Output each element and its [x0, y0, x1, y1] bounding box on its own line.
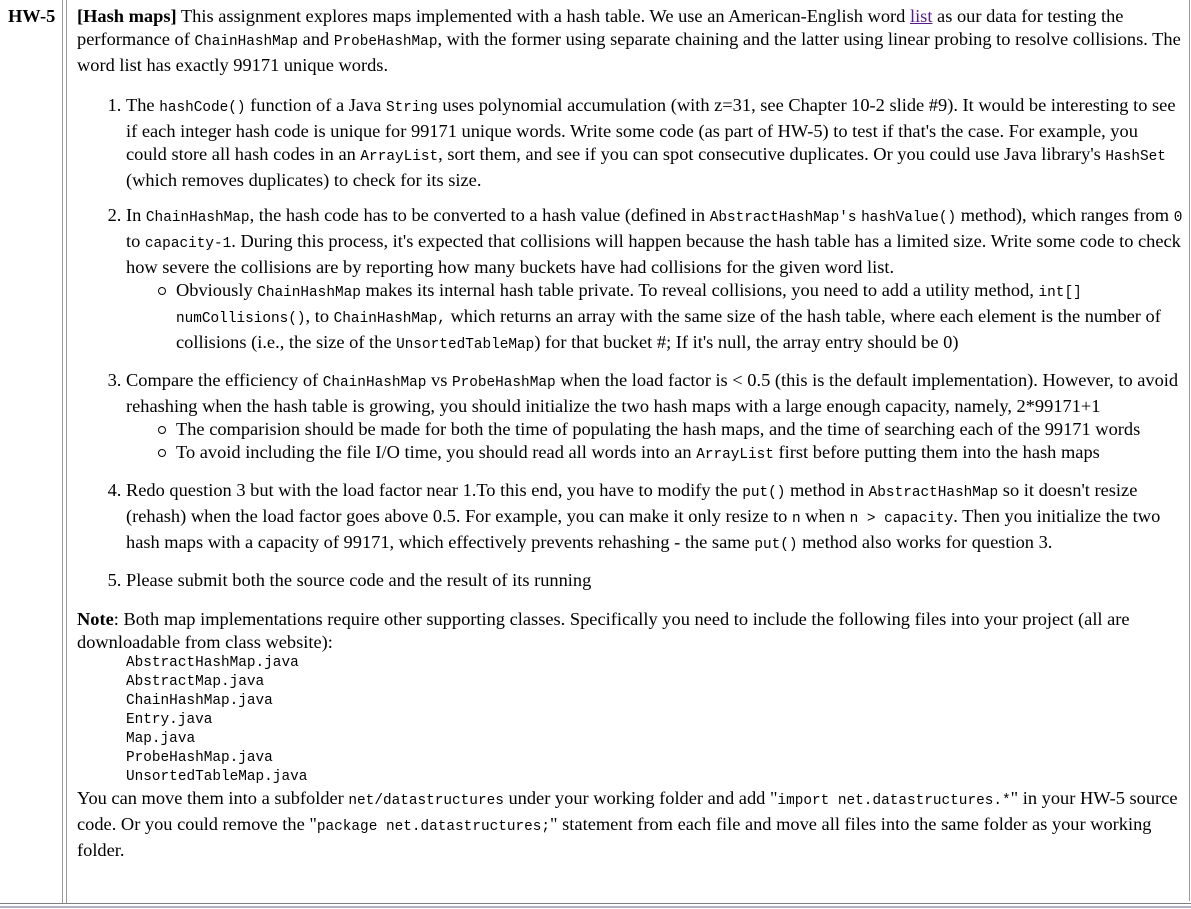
table-bottom-border [0, 903, 1191, 904]
intro-text: , with the former using separate chaining and the latter using linear probing to resolve collisions. The word list has exactly 99171 unique words. [77, 29, 1181, 75]
hw-label: HW-5 [8, 6, 56, 26]
file-item: Map.java [126, 731, 196, 747]
code-text: ChainHashMap [194, 34, 299, 50]
table-bottom-border-shadow [0, 906, 1191, 908]
intro-paragraph [77, 5, 1183, 77]
question-5: 5. Please submit both the source code and the result of its running [126, 569, 1183, 592]
word-list-link[interactable]: list [909, 6, 933, 26]
question-1: 1. The hashCode() function of a Java String uses polynomial accumulation (with z=31, see Chapter 10-2 slide #9). It would be interesting to see if each integer hash code is unique for 99171 unique words. Write some code (as part of HW-5) to test if that's the case. For example, you could store all hash codes in an ArrayList, sort them, and see if you can spot consecutive duplicates. Or you could use Java library's HashSet (which removes duplicates) to check for its size. [126, 94, 1183, 192]
code-text: ProbeHashMap [333, 34, 438, 50]
note-text: : Both map implementations require other supporting classes. Specifically you need to include the following files into your project (all are downloadable from class website): [77, 609, 1130, 652]
intro-text: as our data for testing the performance of [77, 6, 1124, 49]
note-label: Note [77, 609, 114, 629]
file-item: Entry.java [126, 712, 213, 728]
question-list [77, 94, 1183, 592]
question-3-subitem: To avoid including the file I/O time, you should read all words into an ArrayList first before putting them into the hash maps [176, 441, 1183, 467]
question-3-subitem: The comparision should be made for both the time of populating the hash maps, and the time of searching each of the 99171 words [176, 418, 1183, 441]
file-item: AbstractHashMap.java [126, 655, 299, 671]
intro-text: This assignment explores maps implemented with a hash table. We use an American-English word [176, 6, 910, 26]
note-section [77, 608, 1183, 862]
intro-text: and [298, 29, 334, 49]
file-list [126, 654, 1183, 787]
file-item: UnsortedTableMap.java [126, 769, 308, 785]
question-2-subitems [126, 279, 1183, 357]
hw-label-cell [0, 0, 63, 903]
question-4: 4. Redo question 3 but with the load factor near 1.To this end, you have to modify the put() method in AbstractHashMap so it doesn't resize (rehash) when the load factor goes above 0.5. For example, you can make it only resize to n when n > capacity. Then you initialize the two hash maps with a capacity of 99171, which effectively prevents rehashing - the same put() method also works for question 3. [126, 479, 1183, 557]
file-item: AbstractMap.java [126, 674, 265, 690]
cell-divider [66, 0, 67, 903]
question-3: 3. Compare the efficiency of ChainHashMap vs ProbeHashMap when the load factor is < 0.5 (this is the default implementation). However, to avoid rehashing when the hash table is growing, you should initialize the two hash maps with a large enough capacity, namely, 2*99171+1 The comparision should be made for both the time of populating the hash maps, and the time of searching each of the 99171 words To avoid including the file I/O time, you should read all words into an ArrayList first before putting them into the hash maps [126, 369, 1183, 467]
intro-title: [Hash maps] [77, 6, 177, 26]
file-item: ProbeHashMap.java [126, 750, 273, 766]
question-3-subitems [126, 418, 1183, 467]
question-2-subitem: Obviously ChainHashMap makes its internal hash table private. To reveal collisions, you need to add a utility method, int[] numCollisions(), to ChainHashMap, which returns an array with the same size of the hash table, where each element is the number of collisions (i.e., the size of the UnsortedTableMap) for that bucket #; If it's null, the array entry should be 0) [176, 279, 1183, 357]
question-2: 2. In ChainHashMap, the hash code has to be converted to a hash value (defined in AbstractHashMap's hashValue() method), which ranges from 0 to capacity-1. During this process, it's expected that collisions will happen because the hash table has a limited size. Write some code to check how severe the collisions are by reporting how many buckets have had collisions for the given word list. Obviously ChainHashMap makes its internal hash table private. To reveal collisions, you need to add a utility method, int[] numCollisions(), to ChainHashMap, which returns an array with the same size of the hash table, where each element is the number of collisions (i.e., the size of the UnsortedTableMap) for that bucket #; If it's null, the array entry should be 0) [126, 204, 1183, 357]
note-tail: You can move them into a subfolder net/datastructures under your working folder and add "import net.datastructures.*" in your HW-5 source code. Or you could remove the "package net.datastructures;" statement from each file and move all files into the same folder as your working folder. [77, 788, 1178, 860]
file-item: ChainHashMap.java [126, 693, 273, 709]
assignment-content [77, 5, 1183, 862]
